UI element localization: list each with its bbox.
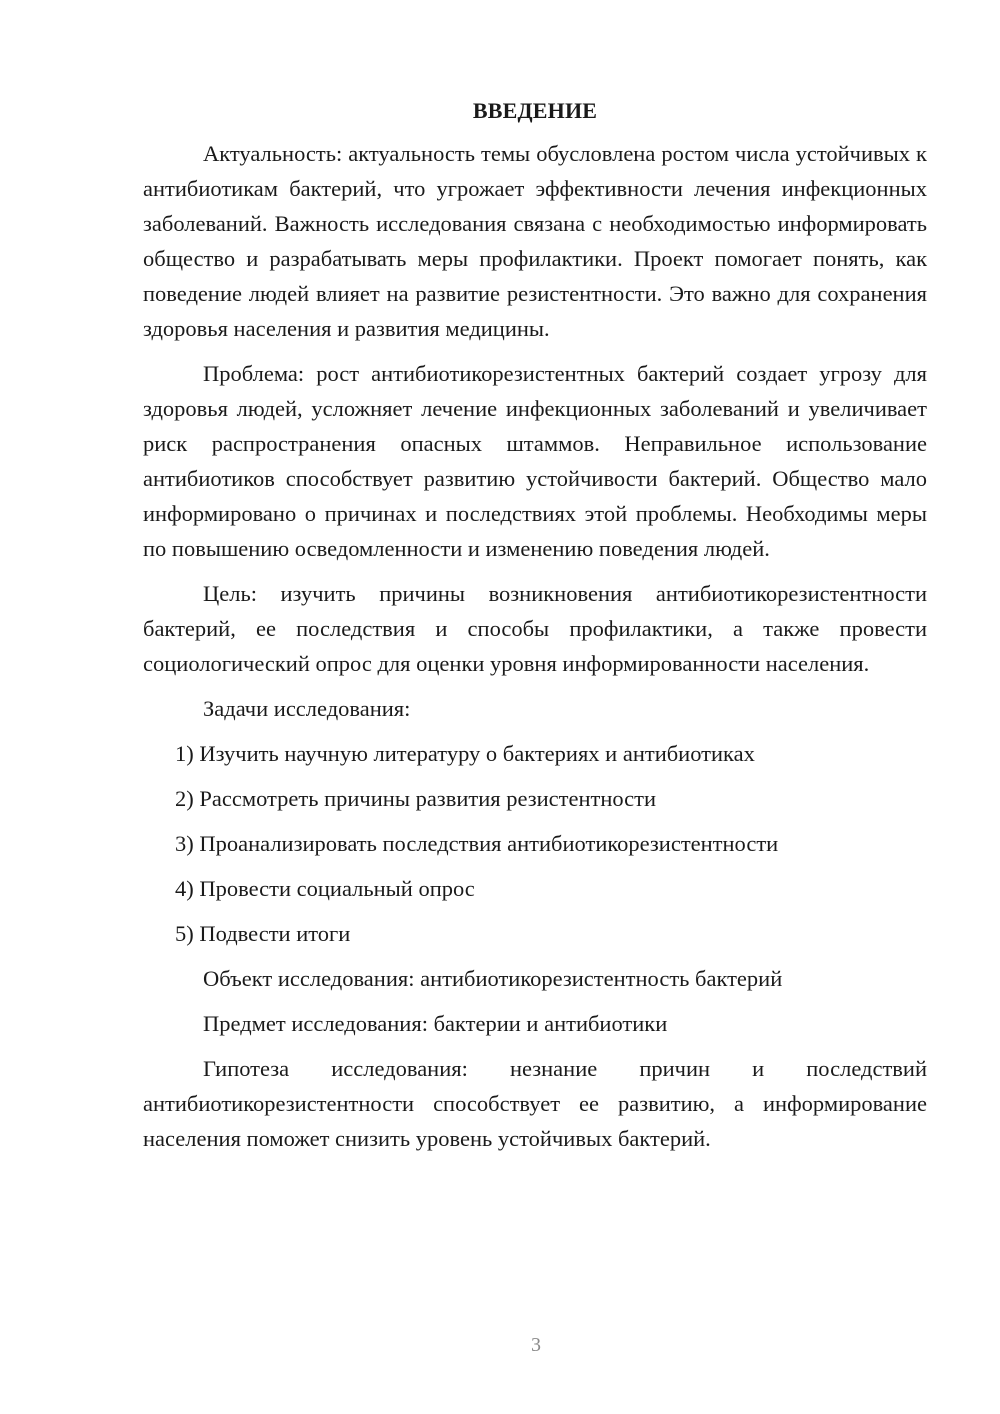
tasks-heading: Задачи исследования: (203, 696, 411, 721)
task-item: 1) Изучить научную литературу о бактериях и антибиотиках (175, 741, 755, 766)
page-number: 3 (531, 1334, 541, 1356)
task-item: 2) Рассмотреть причины развития резистентности (175, 786, 657, 811)
task-item: 4) Провести социальный опрос (175, 876, 475, 901)
relevance-paragraph: Актуальность: актуальность темы обусловлена ростом числа устойчивых к антибиотикам бактерий, что угрожает эффективности лечения инфекционных заболеваний. Важность исследования связана с необходимостью информировать общество и разрабатывать меры профилактики. Проект помогает понять, как поведение людей влияет на развитие резистентности. Это важно для сохранения здоровья населения и развития медицины. (143, 141, 927, 341)
section-title: ВВЕДЕНИЕ (472, 98, 598, 123)
research-subject: Предмет исследования: бактерии и антибиотики (203, 1011, 668, 1036)
task-item: 3) Проанализировать последствия антибиотикорезистентности (175, 831, 779, 856)
goal-paragraph: Цель: изучить причины возникновения антибиотикорезистентности бактерий, ее последствия и способы профилактики, а также провести социологический опрос для оценки уровня информированности населения. (143, 581, 927, 676)
page-content (143, 96, 927, 1166)
hypothesis-paragraph: Гипотеза исследования: незнание причин и последствий антибиотикорезистентности способствует ее развитию, а информирование населения поможет снизить уровень устойчивых бактерий. (143, 1056, 927, 1151)
research-object: Объект исследования: антибиотикорезистентность бактерий (203, 966, 783, 991)
task-item: 5) Подвести итоги (175, 921, 351, 946)
problem-paragraph: Проблема: рост антибиотикорезистентных бактерий создает угрозу для здоровья людей, усложняет лечение инфекционных заболеваний и увеличивает риск распространения опасных штаммов. Неправильное использование антибиотиков способствует развитию устойчивости бактерий. Общество мало информировано о причинах и последствиях этой проблемы. Необходимы меры по повышению осведомленности и изменению поведения людей. (143, 361, 927, 561)
tasks-list (143, 736, 927, 951)
